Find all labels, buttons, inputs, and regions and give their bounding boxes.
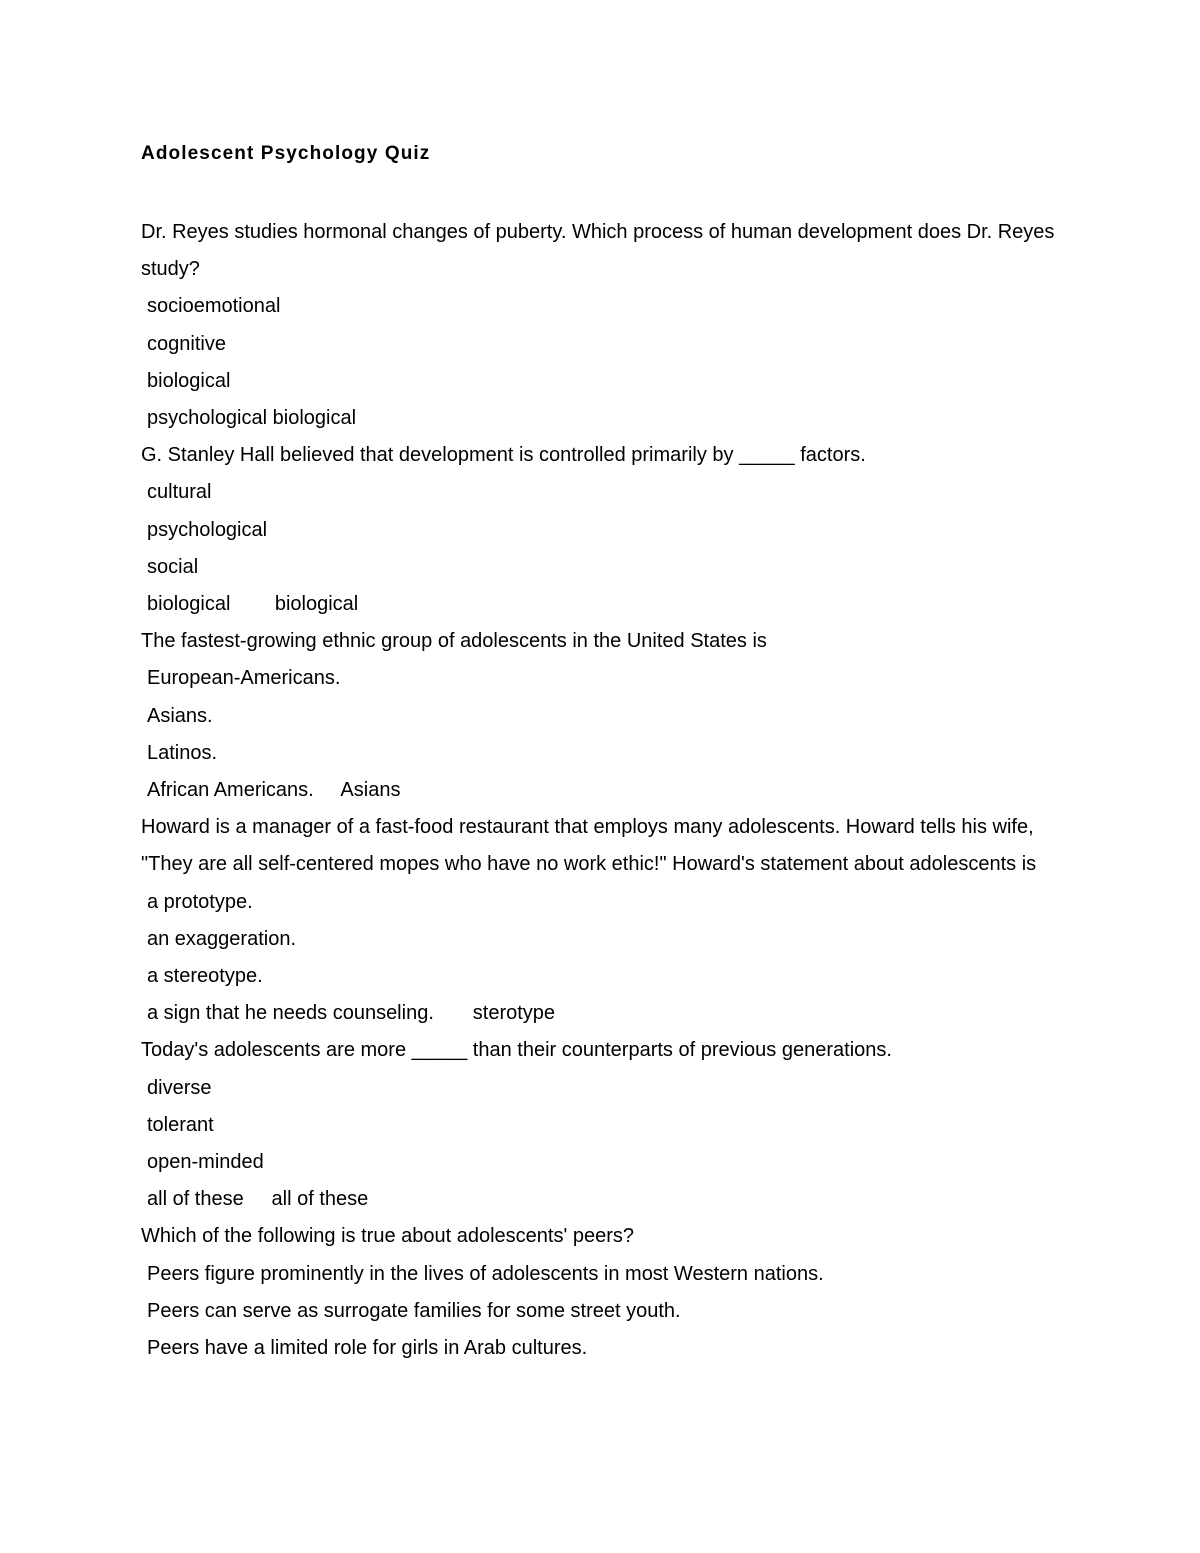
options-list xyxy=(141,884,1081,1033)
option-label: psychological xyxy=(147,518,268,541)
option-label: a sign that he needs counseling. xyxy=(147,1002,434,1025)
option-label: psychological xyxy=(147,407,268,430)
option-item xyxy=(141,288,1081,325)
answer-text: biological xyxy=(274,593,359,616)
options-list xyxy=(141,1070,1081,1219)
question-block xyxy=(141,809,1081,1032)
question-text: The fastest-growing ethnic group of adolescents in the United States is xyxy=(141,630,767,653)
question-block xyxy=(141,1218,1081,1367)
options-list xyxy=(141,288,1081,437)
answer-text: biological xyxy=(272,407,357,430)
question-text: Dr. Reyes studies hormonal changes of puberty. Which process of human development does Dr. Reyes study? xyxy=(141,221,1055,281)
option-label: biological xyxy=(147,593,231,616)
option-item xyxy=(141,958,1081,995)
option-item xyxy=(141,1144,1081,1181)
question-block xyxy=(141,437,1081,623)
answer-gap xyxy=(434,1002,473,1024)
option-label: cultural xyxy=(147,481,212,504)
option-item xyxy=(141,1107,1081,1144)
option-item xyxy=(141,772,1081,809)
option-item xyxy=(141,884,1081,921)
option-label: a stereotype. xyxy=(147,965,263,988)
option-label: Peers have a limited role for girls in Arab cultures. xyxy=(147,1337,588,1360)
answer-gap xyxy=(244,1188,272,1210)
option-label: biological xyxy=(147,369,231,392)
option-item xyxy=(141,474,1081,511)
option-label: African Americans. xyxy=(147,779,314,802)
title-spacer xyxy=(141,168,1081,214)
question-text: Which of the following is true about adolescents' peers? xyxy=(141,1225,634,1248)
question-block xyxy=(141,214,1081,437)
option-label: European-Americans. xyxy=(147,667,341,690)
option-item xyxy=(141,735,1081,772)
option-label: diverse xyxy=(147,1076,212,1099)
option-label: Asians. xyxy=(147,704,213,727)
answer-gap xyxy=(230,593,274,615)
option-item xyxy=(141,1181,1081,1218)
options-list xyxy=(141,474,1081,623)
option-label: open-minded xyxy=(147,1151,264,1174)
option-item xyxy=(141,921,1081,958)
document-title: Adolescent Psychology Quiz xyxy=(141,143,431,164)
option-label: tolerant xyxy=(147,1113,214,1136)
option-item xyxy=(141,363,1081,400)
options-list xyxy=(141,660,1081,809)
answer-gap xyxy=(314,779,341,801)
answer-text: all of these xyxy=(271,1188,369,1211)
option-label: an exaggeration. xyxy=(147,927,297,950)
option-label: socioemotional xyxy=(147,295,281,318)
option-item xyxy=(141,400,1081,437)
option-item xyxy=(141,660,1081,697)
quiz-content xyxy=(141,214,1081,1367)
option-item xyxy=(141,549,1081,586)
answer-text: sterotype xyxy=(472,1002,556,1025)
options-list xyxy=(141,1256,1081,1368)
option-label: a prototype. xyxy=(147,890,253,913)
option-item xyxy=(141,1070,1081,1107)
option-item xyxy=(141,326,1081,363)
question-block xyxy=(141,623,1081,809)
answer-text: Asians xyxy=(340,779,401,802)
option-item xyxy=(141,1293,1081,1330)
document-page xyxy=(141,140,1081,1367)
option-label: Latinos. xyxy=(147,741,218,764)
question-block xyxy=(141,1032,1081,1218)
question-text: Today's adolescents are more _____ than their counterparts of previous generations. xyxy=(141,1039,892,1062)
option-item xyxy=(141,586,1081,623)
option-label: Peers can serve as surrogate families for some street youth. xyxy=(147,1299,681,1322)
option-item xyxy=(141,512,1081,549)
option-item xyxy=(141,1256,1081,1293)
option-label: Peers figure prominently in the lives of adolescents in most Western nations. xyxy=(147,1262,824,1285)
option-label: social xyxy=(147,555,199,578)
option-item xyxy=(141,1330,1081,1367)
option-item xyxy=(141,698,1081,735)
option-item xyxy=(141,995,1081,1032)
option-label: cognitive xyxy=(147,332,226,355)
question-text: G. Stanley Hall believed that development is controlled primarily by _____ factors. xyxy=(141,444,866,467)
question-text: Howard is a manager of a fast-food restaurant that employs many adolescents. Howard tells his wife, "They are all self-centered mopes who have no work ethic!" Howard's statement about adolescents is xyxy=(141,816,1037,876)
option-label: all of these xyxy=(147,1188,244,1211)
